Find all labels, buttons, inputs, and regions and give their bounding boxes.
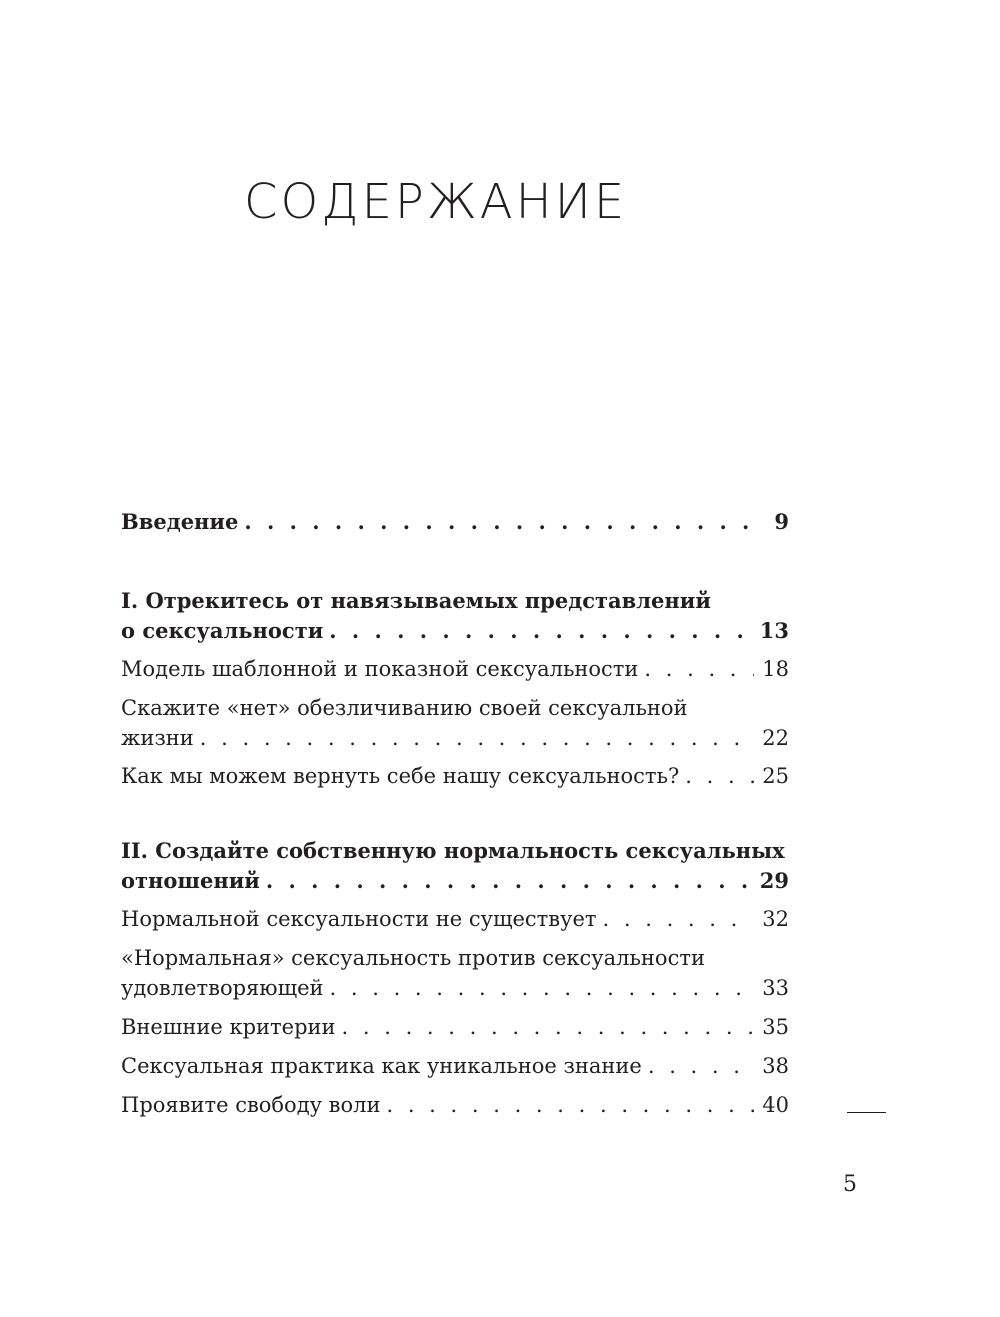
toc-entry-title-line2: отношений bbox=[121, 868, 260, 893]
toc-page-number: 18 bbox=[762, 657, 789, 681]
toc-leader-dots bbox=[685, 761, 754, 791]
toc-leader-dots bbox=[603, 904, 755, 934]
toc-entry-title: Сексуальная практика как уникальное знание bbox=[121, 1054, 642, 1078]
toc-leader-dots bbox=[644, 654, 754, 684]
toc-page-number: 35 bbox=[762, 1015, 789, 1039]
toc-page-number: 29 bbox=[759, 868, 789, 893]
toc-leader-dots bbox=[329, 616, 751, 646]
toc-entry-title-line1: Скажите «нет» обезличиванию своей сексуальной bbox=[121, 696, 688, 720]
margin-rule bbox=[847, 1112, 886, 1113]
toc-entry-title-line1: «Нормальная» сексуальность против сексуальности bbox=[121, 946, 705, 970]
toc-page-number: 25 bbox=[762, 764, 789, 788]
page-number: 5 bbox=[843, 1172, 857, 1197]
toc-entry-section bbox=[121, 1090, 789, 1120]
toc-entry-section bbox=[121, 904, 789, 934]
toc-page-number: 32 bbox=[762, 907, 789, 931]
toc-entry-section bbox=[121, 761, 789, 791]
toc-entry-title: Модель шаблонной и показной сексуальности bbox=[121, 657, 639, 681]
toc-entry-part-2 bbox=[121, 836, 789, 896]
toc-entry-section bbox=[121, 1012, 789, 1042]
toc-entry-title-line2: удовлетворяющей bbox=[121, 976, 324, 1000]
toc-page-number: 22 bbox=[762, 726, 789, 750]
toc-entry-title-line1: II. Создайте собственную нормальность сексуальных bbox=[121, 838, 785, 863]
toc-entry-title: Нормальной сексуальности не существует bbox=[121, 907, 597, 931]
toc-entry-part-1 bbox=[121, 586, 789, 646]
toc-leader-dots bbox=[648, 1051, 754, 1081]
toc-entry-title: Внешние критерии bbox=[121, 1015, 336, 1039]
toc-leader-dots bbox=[386, 1090, 754, 1120]
toc-entry-title-line2: жизни bbox=[121, 726, 194, 750]
toc-entry-section bbox=[121, 943, 789, 1003]
toc-entry-title: Введение bbox=[121, 509, 239, 534]
toc-page-number: 38 bbox=[762, 1054, 789, 1078]
toc-page-number: 13 bbox=[759, 618, 789, 643]
toc-entry-title-line1: I. Отрекитесь от навязываемых представлений bbox=[121, 588, 711, 613]
toc-page-number: 33 bbox=[762, 976, 789, 1000]
toc-page-number: 9 bbox=[774, 509, 789, 534]
toc-entry-section bbox=[121, 654, 789, 684]
toc-entry-section bbox=[121, 1051, 789, 1081]
toc-leader-dots bbox=[342, 1012, 755, 1042]
toc-leader-dots bbox=[200, 723, 755, 753]
toc-leader-dots bbox=[330, 973, 755, 1003]
toc-entry-introduction bbox=[121, 507, 789, 537]
toc-entry-title: Как мы можем вернуть себе нашу сексуальность? bbox=[121, 764, 680, 788]
toc-page-number: 40 bbox=[762, 1093, 789, 1117]
toc-leader-dots bbox=[244, 507, 766, 537]
toc-leader-dots bbox=[266, 866, 752, 896]
toc-entry-title-line2: о сексуальности bbox=[121, 618, 324, 643]
toc-entry-section bbox=[121, 693, 789, 753]
page-title: СОДЕРЖАНИЕ bbox=[244, 174, 628, 230]
toc-entry-title: Проявите свободу воли bbox=[121, 1093, 381, 1117]
